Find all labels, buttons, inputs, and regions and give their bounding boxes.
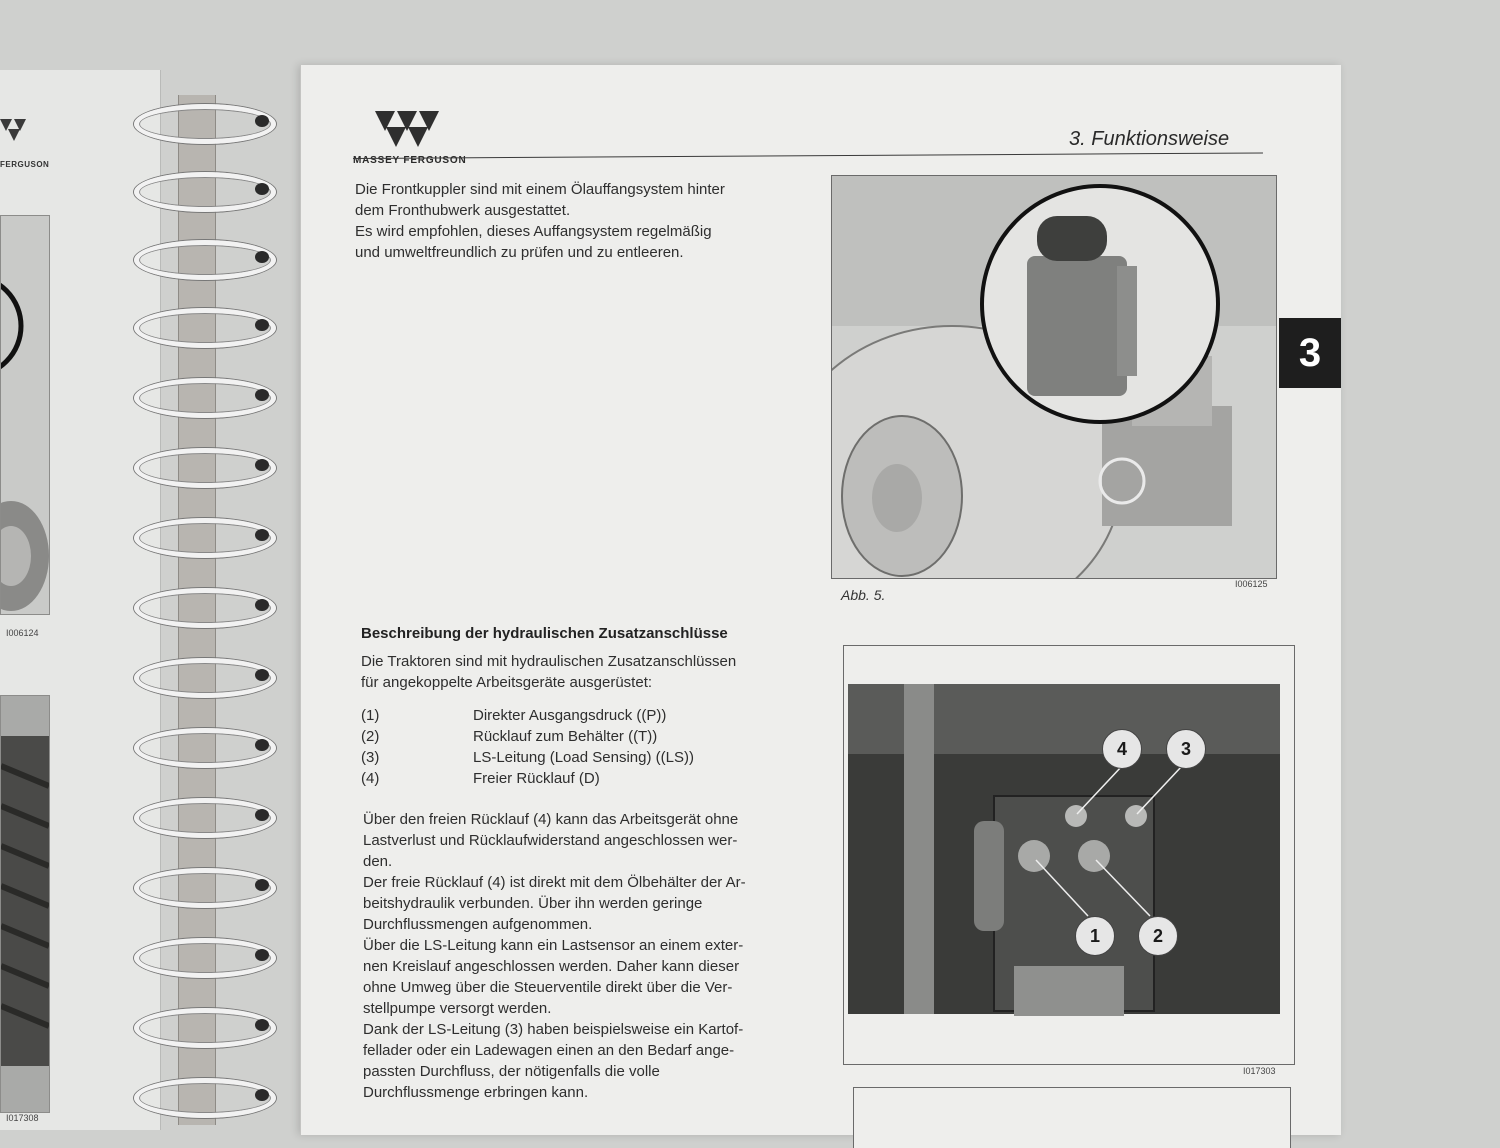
left-photo-bottom [0, 695, 50, 1113]
list-item [361, 747, 694, 768]
figure-5-caption: Abb. 5. [841, 587, 886, 603]
hydraulics-heading: Beschreibung der hydraulischen Zusatzanschlüsse [361, 625, 728, 642]
binding-ring [134, 938, 276, 978]
brand-label: MASSEY FERGUSON [353, 155, 467, 166]
binding-ring [134, 518, 276, 558]
body-line: beitshydraulik verbunden. Über ihn werden geringe [363, 895, 703, 912]
left-brand-label: FERGUSON [0, 160, 50, 169]
binding-ring [134, 448, 276, 488]
binding-ring [134, 658, 276, 698]
list-item [361, 726, 694, 747]
list-item-label: Freier Rücklauf (D) [473, 770, 600, 787]
intro-line: und umweltfreundlich zu prüfen und zu entleeren. [355, 244, 684, 261]
body-line: nen Kreislauf angeschlossen werden. Daher kann dieser [363, 958, 740, 975]
right-page [300, 65, 1341, 1135]
body-line: Durchflussmenge erbringen kann. [363, 1084, 589, 1101]
left-code-1: I006124 [6, 628, 39, 638]
binding-ring [134, 1078, 276, 1118]
binding-ring [134, 798, 276, 838]
list-item-label: Direkter Ausgangsdruck ((P)) [473, 707, 667, 724]
binding-ring [134, 728, 276, 768]
body-line: ohne Umweg über die Steuerventile direkt über die Ver- [363, 979, 733, 996]
list-item-label: Rücklauf zum Behälter ((T)) [473, 728, 658, 745]
callout-3: 3 [1166, 729, 1206, 769]
intro-paragraph [355, 179, 815, 263]
hydraulics-intro-line: Die Traktoren sind mit hydraulischen Zusatzanschlüssen [361, 653, 737, 670]
list-item-number: (2) [361, 728, 380, 745]
massey-ferguson-logo-icon [373, 105, 443, 151]
hydraulic-couplings-photo [844, 646, 1294, 1064]
body-line: passten Durchfluss, der nötigenfalls die volle [363, 1063, 660, 1080]
hydraulics-intro-line: für angekoppelte Arbeitsgeräte ausgerüstet: [361, 674, 653, 691]
binding-ring [134, 588, 276, 628]
body-line: Über die LS-Leitung kann ein Lastsensor an einem exter- [363, 937, 744, 954]
couplings-figure-code: I017303 [1243, 1066, 1276, 1076]
list-item-label: LS-Leitung (Load Sensing) ((LS)) [473, 749, 694, 766]
body-line: Lastverlust und Rücklaufwiderstand angeschlossen wer- [363, 832, 738, 849]
body-line: Der freie Rücklauf (4) ist direkt mit dem Ölbehälter der Ar- [363, 874, 746, 891]
binding-ring [134, 378, 276, 418]
body-line: Durchflussmengen aufgenommen. [363, 916, 593, 933]
list-item-number: (1) [361, 707, 380, 724]
body-line: Über den freien Rücklauf (4) kann das Arbeitsgerät ohne [363, 811, 739, 828]
binding-ring [134, 868, 276, 908]
body-line: fellader oder ein Ladewagen einen an den Bedarf ange- [363, 1042, 735, 1059]
left-code-2: I017308 [6, 1113, 39, 1123]
intro-line: dem Fronthubwerk ausgestattet. [355, 202, 571, 219]
list-item-number: (4) [361, 770, 380, 787]
list-item [361, 705, 694, 726]
list-item-number: (3) [361, 749, 380, 766]
binding-ring [134, 104, 276, 144]
callout-4: 4 [1102, 729, 1142, 769]
hydraulics-intro [361, 651, 821, 693]
body-line: den. [363, 853, 393, 870]
coupling-list [361, 705, 694, 789]
couplings-figure [843, 645, 1295, 1065]
hydraulics-body [363, 809, 833, 1103]
figure-5-image [831, 175, 1277, 579]
chapter-tab: 3 [1279, 318, 1341, 388]
figure-5-code: I006125 [1235, 579, 1268, 589]
callout-1: 1 [1075, 916, 1115, 956]
callout-2: 2 [1138, 916, 1178, 956]
left-page [0, 70, 161, 1130]
body-line: stellpumpe versorgt werden. [363, 1000, 552, 1017]
binding-ring [134, 1008, 276, 1048]
binding-ring [134, 308, 276, 348]
intro-line: Die Frontkuppler sind mit einem Ölauffangsystem hinter [355, 181, 725, 198]
tractor-front-illustration [832, 176, 1276, 578]
intro-line: Es wird empfohlen, dieses Auffangsystem regelmäßig [355, 223, 712, 240]
binding-ring [134, 172, 276, 212]
left-photo-top [0, 215, 50, 615]
header-rule [353, 152, 1263, 159]
next-figure-frame [853, 1087, 1291, 1148]
binding-ring [134, 240, 276, 280]
section-title: 3. Funktionsweise [1069, 128, 1230, 150]
list-item [361, 768, 694, 789]
left-logo-icon [0, 115, 40, 143]
body-line: Dank der LS-Leitung (3) haben beispielsweise ein Kartof- [363, 1021, 744, 1038]
